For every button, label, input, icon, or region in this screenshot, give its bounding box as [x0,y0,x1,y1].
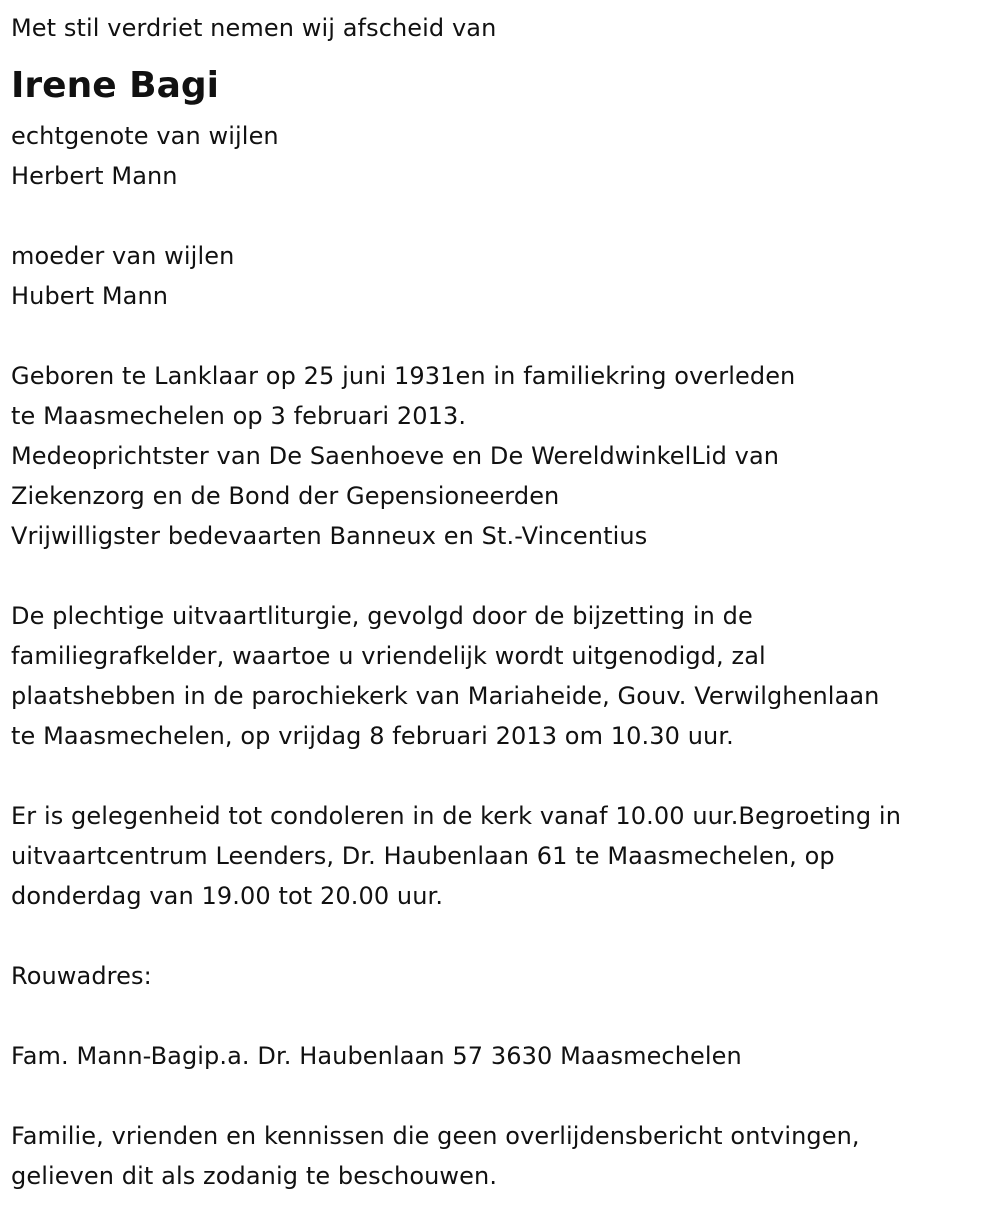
funeral-line: te Maasmechelen, op vrijdag 8 februari 2013 om 10.30 uur. [11,722,734,750]
biography-line: te Maasmechelen op 3 februari 2013. [11,402,467,430]
biography-section [11,356,1000,556]
child-label: moeder van wijlen [11,242,235,270]
mourning-address: Fam. Mann-Bagip.a. Dr. Haubenlaan 57 3630 Maasmechelen [11,1042,742,1070]
condolences-line: uitvaartcentrum Leenders, Dr. Haubenlaan 61 te Maasmechelen, op [11,842,835,870]
spacer [11,316,1000,356]
spouse-name: Herbert Mann [11,162,178,190]
biography-line: Medeoprichtster van De Saenhoeve en De WereldwinkelLid van [11,442,780,470]
condolences-line: Er is gelegenheid tot condoleren in de kerk vanaf 10.00 uur.Begroeting in [11,802,902,830]
spacer [11,556,1000,596]
spacer [11,196,1000,236]
funeral-line: De plechtige uitvaartliturgie, gevolgd door de bijzetting in de [11,602,753,630]
biography-line: Geboren te Lanklaar op 25 juni 1931en in familiekring overleden [11,362,796,390]
funeral-line: plaatshebben in de parochiekerk van Mariaheide, Gouv. Verwilghenlaan [11,682,880,710]
closing-section [11,1116,1000,1196]
spacer [11,996,1000,1036]
child-name: Hubert Mann [11,282,169,310]
closing-line: gelieven dit als zodanig te beschouwen. [11,1162,498,1190]
spouse-label: echtgenote van wijlen [11,122,279,150]
intro-text: Met stil verdriet nemen wij afscheid van [11,14,497,42]
spacer [11,916,1000,956]
funeral-line: familiegrafkelder, waartoe u vriendelijk wordt uitgenodigd, zal [11,642,766,670]
biography-line: Vrijwilligster bedevaarten Banneux en St.-Vincentius [11,522,648,550]
condolences-line: donderdag van 19.00 tot 20.00 uur. [11,882,444,910]
deceased-name: Irene Bagi [11,65,219,106]
funeral-section [11,596,1000,756]
spacer [11,1076,1000,1116]
spacer [11,756,1000,796]
address-label: Rouwadres: [11,962,152,990]
closing-line: Familie, vrienden en kennissen die geen overlijdensbericht ontvingen, [11,1122,860,1150]
biography-line: Ziekenzorg en de Bond der Gepensioneerden [11,482,560,510]
condolences-section [11,796,1000,916]
